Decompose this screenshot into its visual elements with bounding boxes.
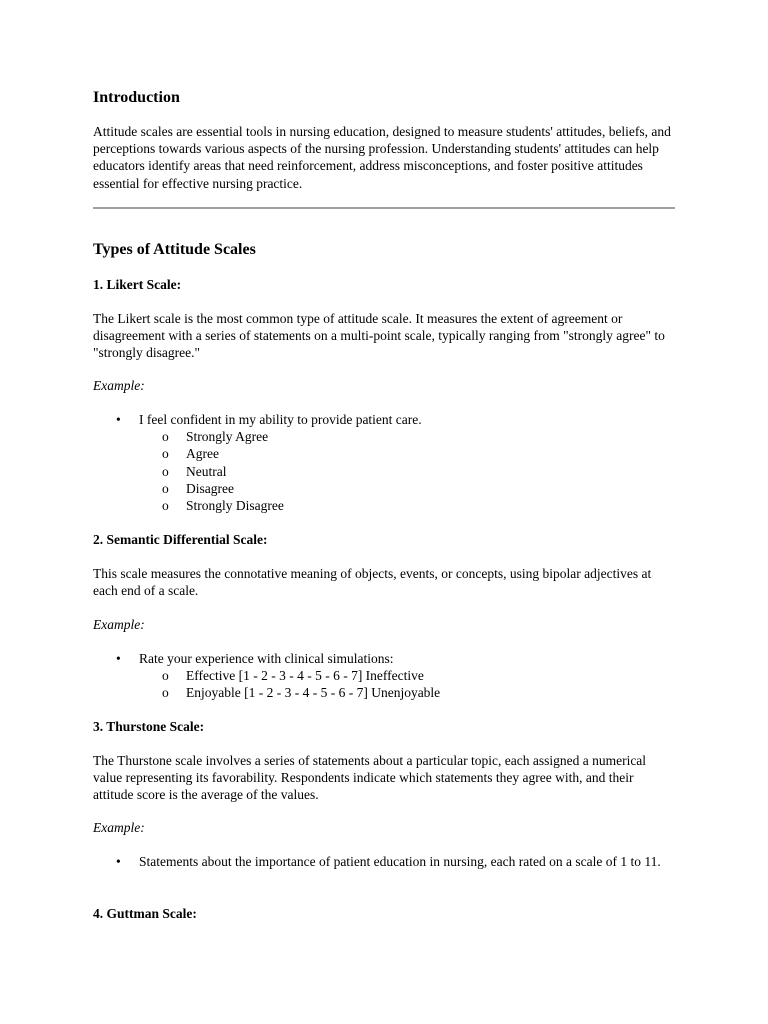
likert-heading: 1. Likert Scale: xyxy=(93,277,182,292)
semantic-item-text: Rate your experience with clinical simulations: xyxy=(139,651,394,666)
circle-bullet-icon: o xyxy=(162,446,169,462)
thurstone-example-label: Example: xyxy=(93,820,145,835)
likert-options xyxy=(139,428,675,514)
types-heading: Types of Attitude Scales xyxy=(93,241,256,258)
circle-bullet-icon: o xyxy=(162,429,169,445)
semantic-heading: 2. Semantic Differential Scale: xyxy=(93,532,268,547)
thurstone-item-text: Statements about the importance of patient education in nursing, each rated on a scale of 1 to 11. xyxy=(139,854,661,869)
list-item xyxy=(139,497,675,514)
likert-example-label: Example: xyxy=(93,378,145,393)
list-item xyxy=(139,684,675,701)
list-item xyxy=(139,667,675,684)
section-divider xyxy=(93,207,675,209)
thurstone-heading: 3. Thurstone Scale: xyxy=(93,719,205,734)
semantic-paragraph: This scale measures the connotative meaning of objects, events, or concepts, using bipolar adjectives at each end of a scale. xyxy=(93,566,652,599)
semantic-example-list xyxy=(93,650,675,702)
circle-bullet-icon: o xyxy=(162,463,169,479)
list-item xyxy=(93,650,675,702)
likert-paragraph: The Likert scale is the most common type of attitude scale. It measures the extent of agreement or disagreement with a series of statements on a multi-point scale, typically ranging from "strongly agree" to "strongly disagree." xyxy=(93,311,665,361)
option-text: Agree xyxy=(186,446,219,462)
likert-item-text: I feel confident in my ability to provide patient care. xyxy=(139,412,422,427)
likert-example-list xyxy=(93,411,675,514)
list-item xyxy=(139,463,675,480)
introduction-heading: Introduction xyxy=(93,89,180,106)
list-item xyxy=(93,411,675,514)
circle-bullet-icon: o xyxy=(162,668,169,684)
bullet-icon: • xyxy=(116,854,121,869)
bullet-icon: • xyxy=(116,412,121,427)
thurstone-example-list xyxy=(93,853,675,870)
option-text: Strongly Agree xyxy=(186,429,269,445)
list-item xyxy=(139,428,675,445)
list-item xyxy=(139,480,675,497)
option-text: Effective [1 - 2 - 3 - 4 - 5 - 6 - 7] Ineffective xyxy=(186,668,424,684)
introduction-paragraph: Attitude scales are essential tools in nursing education, designed to measure students' attitudes, beliefs, and perceptions towards various aspects of the nursing profession. Understanding students' attitudes can help educators identify areas that need reinforcement, address misconceptions, and foster positive attitudes essential for effective nursing practice. xyxy=(93,124,671,191)
bullet-icon: • xyxy=(116,651,121,666)
option-text: Neutral xyxy=(186,463,227,479)
list-item xyxy=(139,445,675,462)
guttman-heading: 4. Guttman Scale: xyxy=(93,906,197,921)
option-text: Disagree xyxy=(186,480,234,496)
circle-bullet-icon: o xyxy=(162,685,169,701)
semantic-example-label: Example: xyxy=(93,617,145,632)
circle-bullet-icon: o xyxy=(162,498,169,514)
circle-bullet-icon: o xyxy=(162,480,169,496)
option-text: Enjoyable [1 - 2 - 3 - 4 - 5 - 6 - 7] Unenjoyable xyxy=(186,685,441,701)
thurstone-paragraph: The Thurstone scale involves a series of statements about a particular topic, each assigned a numerical value representing its favorability. Respondents indicate which statements they agree with, and their attitude score is the average of the values. xyxy=(93,753,647,803)
option-text: Strongly Disagree xyxy=(186,498,284,514)
semantic-options xyxy=(139,667,675,701)
list-item xyxy=(93,853,675,870)
